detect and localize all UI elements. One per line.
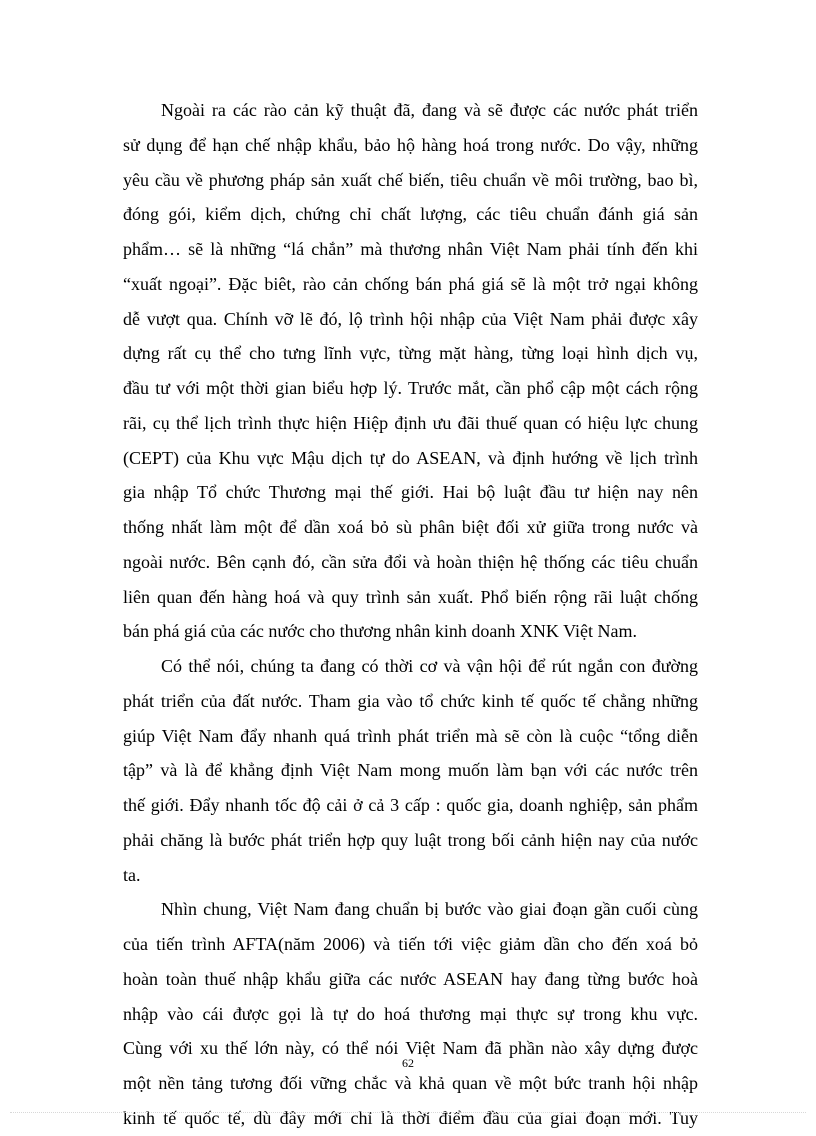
page-number: 62 xyxy=(402,1056,414,1070)
text-line: dựng rất cụ thể cho tưng lĩnh vực, từng mặt hàng, từng loại hình dịch vụ, xyxy=(123,343,698,364)
text-line: gia nhập Tổ chức Thương mại thế giới. Hai bộ luật đầu tư hiện nay nên xyxy=(123,482,698,503)
text-line: yêu cầu về phương pháp sản xuất chế biến, tiêu chuẩn về môi trường, bao bì, xyxy=(123,169,698,190)
text-line: Cùng với xu thế lớn này, có thể nói Việt Nam đã phần nào xây dựng được xyxy=(123,1038,698,1059)
text-line: đóng gói, kiểm dịch, chứng chỉ chất lượng, các tiêu chuẩn đánh giá sản xyxy=(123,204,698,225)
text-line: ngoài nước. Bên cạnh đó, cần sửa đổi và hoàn thiện hệ thống các tiêu chuẩn xyxy=(123,551,698,572)
text-line: đầu tư với một thời gian biểu hợp lý. Trước mắt, cần phổ cập một cách rộng xyxy=(123,378,698,398)
text-line: hoàn toàn thuế nhập khẩu giữa các nước ASEAN hay đang từng bước hoà xyxy=(123,968,698,989)
text-line: phẩm… sẽ là những “lá chắn” mà thương nhân Việt Nam phải tính đến khi xyxy=(123,239,698,259)
text-line: bán phá giá của các nước cho thương nhân kinh doanh XNK Việt Nam. xyxy=(123,621,637,642)
text-line: của tiến trình AFTA(năm 2006) và tiến tới việc giảm dần cho đến xoá bỏ xyxy=(123,934,698,954)
text-line: thống nhất làm một để dần xoá bỏ sù phân biệt đối xử giữa trong nước và xyxy=(123,517,698,537)
text-line: phải chăng là bước phát triển hợp quy luật trong bối cảnh hiện nay của nước xyxy=(123,829,698,850)
text-line: Nhìn chung, Việt Nam đang chuẩn bị bước vào giai đoạn gần cuối cùng xyxy=(161,899,698,920)
text-line: ta. xyxy=(123,864,141,885)
text-line: Ngoài ra các rào cản kỹ thuật đã, đang và sẽ được các nước phát triển xyxy=(161,100,698,120)
text-line: dễ vượt qua. Chính vỡ lẽ đó, lộ trình hội nhập của Việt Nam phải được xây xyxy=(123,308,698,329)
text-line: rãi, cụ thể lịch trình thực hiện Hiệp định ưu đãi thuế quan có hiệu lực chung xyxy=(123,412,698,433)
text-line: thế giới. Đẩy nhanh tốc độ cải ở cả 3 cấp : quốc gia, doanh nghiệp, sản phẩm xyxy=(123,795,698,815)
text-line: kinh tế quốc tế, dù đây mới chỉ là thời điểm đầu của giai đoạn mới. Tuy xyxy=(123,1107,698,1128)
text-line: tập” và là để khẳng định Việt Nam mong muốn làm bạn với các nước trên xyxy=(123,760,698,781)
text-line: sử dụng để hạn chế nhập khẩu, bảo hộ hàng hoá trong nước. Do vậy, những xyxy=(123,134,698,155)
text-line: giúp Việt Nam đẩy nhanh quá trình phát triển mà sẽ còn là cuộc “tổng diễn xyxy=(123,725,698,746)
text-line: nhập vào cái được gọi là tự do hoá thương mại thực sự trong khu vực. xyxy=(123,1003,698,1024)
text-line: Có thể nói, chúng ta đang có thời cơ và vận hội để rút ngắn con đường xyxy=(161,656,698,676)
body-text xyxy=(123,93,698,1136)
text-line: “xuất ngoại”. Đặc biêt, rào cản chống bán phá giá sẽ là một trở ngại không xyxy=(123,273,698,294)
text-line: một nền tảng tương đối vững chắc và khả quan về một bức tranh hội nhập xyxy=(123,1073,698,1093)
text-line: liên quan đến hàng hoá và quy trình sản xuất. Phổ biến rộng rãi luật chống xyxy=(123,586,698,607)
page-bottom-divider xyxy=(10,1112,806,1113)
text-line: phát triển của đất nước. Tham gia vào tổ chức kinh tế quốc tế chẳng những xyxy=(123,690,698,711)
text-line: (CEPT) của Khu vực Mậu dịch tự do ASEAN, và định hướng về lịch trình xyxy=(123,447,698,468)
